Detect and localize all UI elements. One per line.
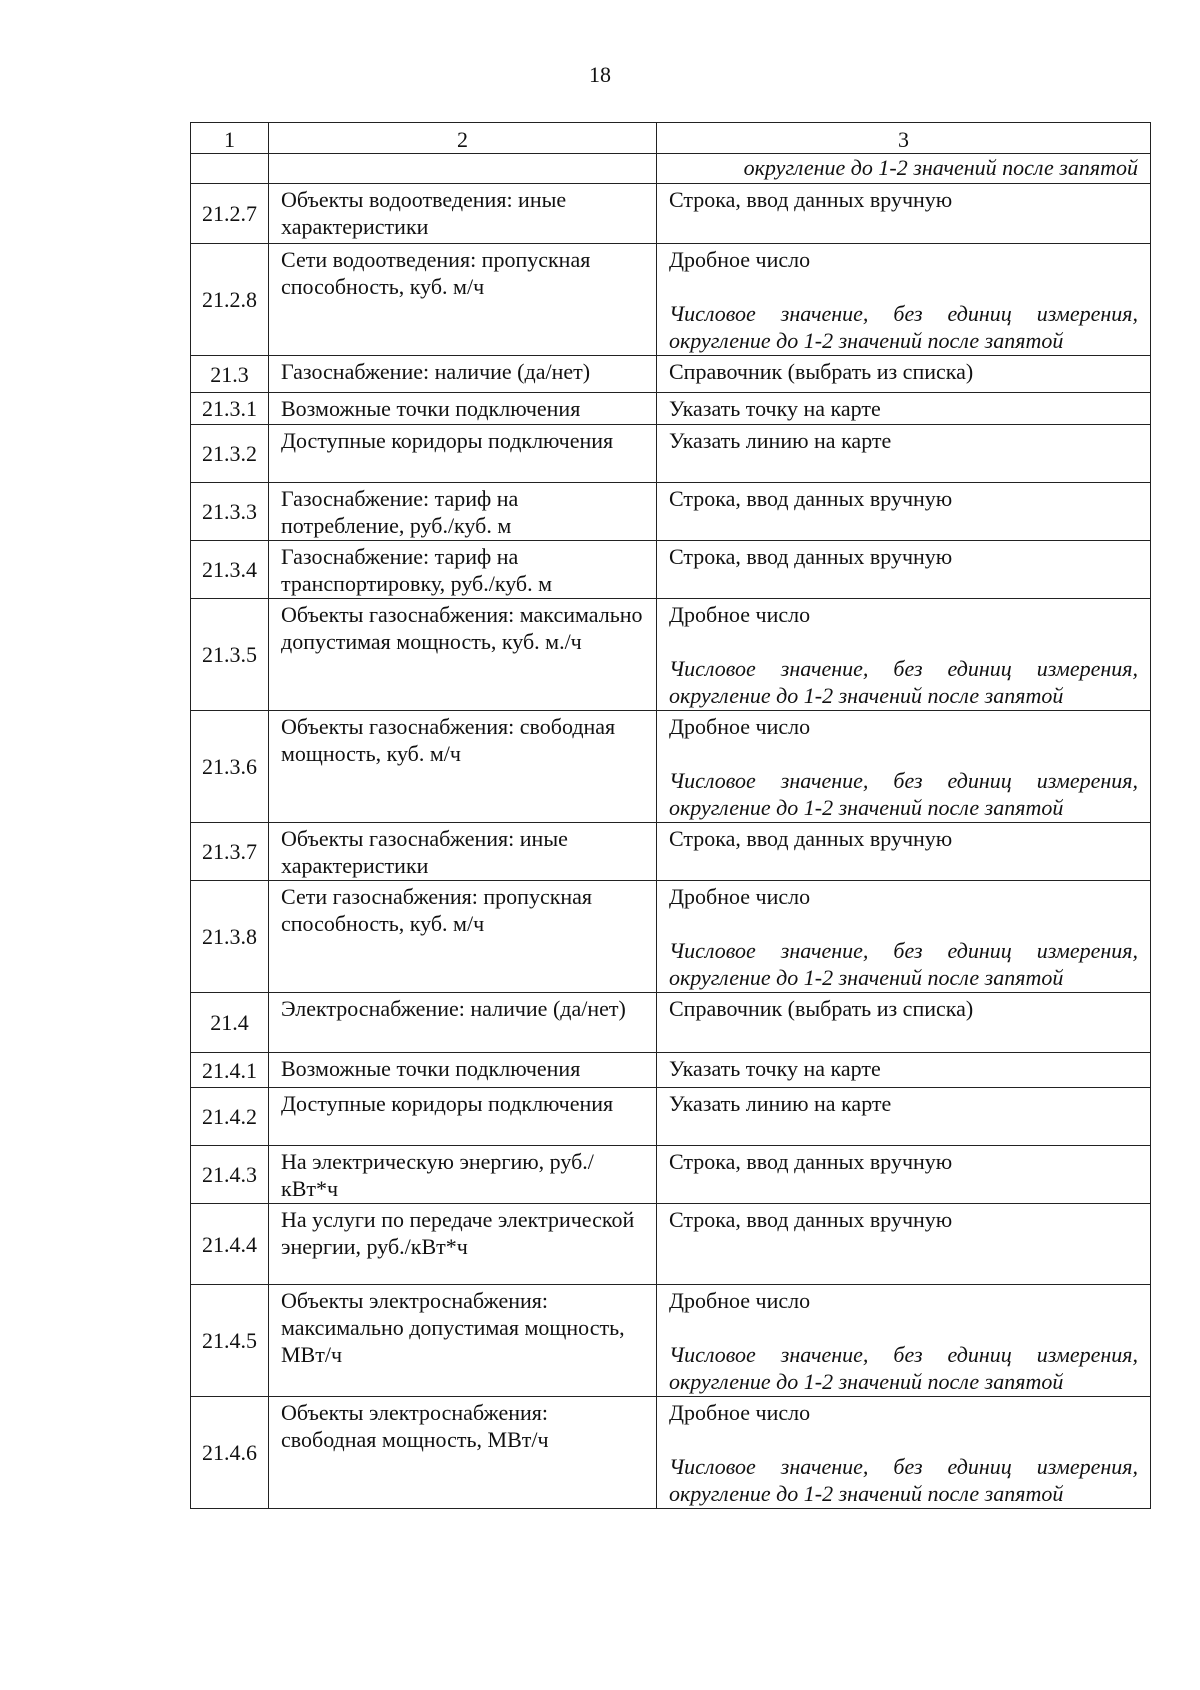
table-row	[191, 1146, 1151, 1204]
table-row	[191, 711, 1151, 823]
row-number: 21.3.4	[191, 541, 269, 599]
row-type-cell	[657, 1397, 1151, 1509]
row-number: 21.3.1	[191, 393, 269, 425]
row-type: Справочник (выбрать из списка)	[669, 359, 974, 384]
row-name	[269, 154, 657, 184]
row-type: Строка, ввод данных вручную	[669, 826, 953, 851]
row-note: Числовое значение, без единиц измерения,	[669, 1454, 1138, 1479]
row-number: 21.3.7	[191, 823, 269, 881]
row-type-cell	[657, 1285, 1151, 1397]
row-type-cell	[657, 184, 1151, 244]
row-number: 21.4.3	[191, 1146, 269, 1204]
row-type-cell	[657, 483, 1151, 541]
row-number: 21.4.6	[191, 1397, 269, 1509]
row-name: Возможные точки подключения	[269, 1053, 657, 1088]
row-name: Доступные коридоры подключения	[269, 1088, 657, 1146]
row-type: Указать линию на карте	[669, 428, 892, 453]
header-cell-2: 2	[269, 123, 657, 154]
row-name: Газоснабжение: наличие (да/нет)	[269, 356, 657, 393]
specification-table	[190, 122, 1151, 1509]
row-type-cell	[657, 823, 1151, 881]
row-type-cell	[657, 1204, 1151, 1285]
row-note-rounding: округление до 1-2 значений после запятой	[669, 683, 1064, 708]
row-type: Дробное число	[669, 602, 811, 627]
row-note: Числовое значение, без единиц измерения,	[669, 656, 1138, 681]
row-note: Числовое значение, без единиц измерения,	[669, 1342, 1138, 1367]
row-name: Газоснабжение: тариф на потребление, руб./куб. м	[269, 483, 657, 541]
row-type-cell	[657, 599, 1151, 711]
row-note: Числовое значение, без единиц измерения,	[669, 768, 1138, 793]
table-row	[191, 1285, 1151, 1397]
row-type: Дробное число	[669, 884, 811, 909]
row-number: 21.3.5	[191, 599, 269, 711]
row-name: Газоснабжение: тариф на транспортировку, руб./куб. м	[269, 541, 657, 599]
header-cell-1: 1	[191, 123, 269, 154]
header-cell-3: 3	[657, 123, 1151, 154]
row-type-cell	[657, 711, 1151, 823]
row-note-rounding: округление до 1-2 значений после запятой	[743, 155, 1138, 180]
row-number: 21.4.1	[191, 1053, 269, 1088]
row-type-cell	[657, 1146, 1151, 1204]
table-row	[191, 244, 1151, 356]
table-row	[191, 1053, 1151, 1088]
row-number: 21.3.6	[191, 711, 269, 823]
row-name: На электрическую энергию, руб./кВт*ч	[269, 1146, 657, 1204]
table-row	[191, 823, 1151, 881]
table-body	[191, 123, 1151, 1509]
row-type: Справочник (выбрать из списка)	[669, 996, 974, 1021]
row-type: Строка, ввод данных вручную	[669, 1149, 953, 1174]
row-type-cell	[657, 1053, 1151, 1088]
row-name: Электроснабжение: наличие (да/нет)	[269, 993, 657, 1053]
row-type: Указать линию на карте	[669, 1091, 892, 1116]
row-name: Сети газоснабжения: пропускная способность, куб. м/ч	[269, 881, 657, 993]
row-name: Объекты газоснабжения: максимально допустимая мощность, куб. м./ч	[269, 599, 657, 711]
table-row	[191, 599, 1151, 711]
row-name: Доступные коридоры подключения	[269, 425, 657, 483]
table-row	[191, 425, 1151, 483]
row-type-cell	[657, 881, 1151, 993]
row-type-cell	[657, 425, 1151, 483]
row-number: 21.4.2	[191, 1088, 269, 1146]
table-row	[191, 881, 1151, 993]
table-row	[191, 993, 1151, 1053]
row-type-cell	[657, 356, 1151, 393]
row-number	[191, 154, 269, 184]
row-number: 21.4.4	[191, 1204, 269, 1285]
row-type-cell	[657, 393, 1151, 425]
row-type: Строка, ввод данных вручную	[669, 187, 953, 212]
row-type: Дробное число	[669, 714, 811, 739]
row-note-rounding: округление до 1-2 значений после запятой	[669, 795, 1064, 820]
row-number: 21.3.2	[191, 425, 269, 483]
row-name: Объекты электроснабжения: максимально допустимая мощность, МВт/ч	[269, 1285, 657, 1397]
row-number: 21.3	[191, 356, 269, 393]
row-number: 21.4.5	[191, 1285, 269, 1397]
row-type-cell	[657, 244, 1151, 356]
row-note: Числовое значение, без единиц измерения,	[669, 938, 1138, 963]
table-header-row	[191, 123, 1151, 154]
row-note-rounding: округление до 1-2 значений после запятой	[669, 1369, 1064, 1394]
row-name: На услуги по передаче электрической энергии, руб./кВт*ч	[269, 1204, 657, 1285]
table-row	[191, 184, 1151, 244]
row-note: Числовое значение, без единиц измерения,	[669, 301, 1138, 326]
row-type-cell	[657, 154, 1151, 184]
row-name: Объекты электроснабжения: свободная мощность, МВт/ч	[269, 1397, 657, 1509]
table-row	[191, 541, 1151, 599]
row-note-rounding: округление до 1-2 значений после запятой	[669, 1481, 1064, 1506]
row-name: Объекты газоснабжения: свободная мощность, куб. м/ч	[269, 711, 657, 823]
table-row	[191, 1397, 1151, 1509]
row-type-cell	[657, 993, 1151, 1053]
row-number: 21.2.8	[191, 244, 269, 356]
row-name: Объекты газоснабжения: иные характеристики	[269, 823, 657, 881]
row-type: Строка, ввод данных вручную	[669, 544, 953, 569]
row-name: Сети водоотведения: пропускная способность, куб. м/ч	[269, 244, 657, 356]
row-number: 21.3.3	[191, 483, 269, 541]
table-row	[191, 1088, 1151, 1146]
table-row	[191, 483, 1151, 541]
row-type: Указать точку на карте	[669, 396, 881, 421]
table-row	[191, 393, 1151, 425]
table-row	[191, 356, 1151, 393]
row-type-cell	[657, 1088, 1151, 1146]
row-type: Дробное число	[669, 247, 811, 272]
table-row	[191, 1204, 1151, 1285]
row-note-rounding: округление до 1-2 значений после запятой	[669, 328, 1064, 353]
row-number: 21.3.8	[191, 881, 269, 993]
row-type-cell	[657, 541, 1151, 599]
row-name: Объекты водоотведения: иные характеристики	[269, 184, 657, 244]
row-number: 21.4	[191, 993, 269, 1053]
row-type: Дробное число	[669, 1288, 811, 1313]
row-note-rounding: округление до 1-2 значений после запятой	[669, 965, 1064, 990]
row-type: Строка, ввод данных вручную	[669, 486, 953, 511]
table-row	[191, 154, 1151, 184]
row-type: Дробное число	[669, 1400, 811, 1425]
row-name: Возможные точки подключения	[269, 393, 657, 425]
row-type: Указать точку на карте	[669, 1056, 881, 1081]
row-number: 21.2.7	[191, 184, 269, 244]
page-number: 18	[589, 62, 611, 87]
row-type: Строка, ввод данных вручную	[669, 1207, 953, 1232]
